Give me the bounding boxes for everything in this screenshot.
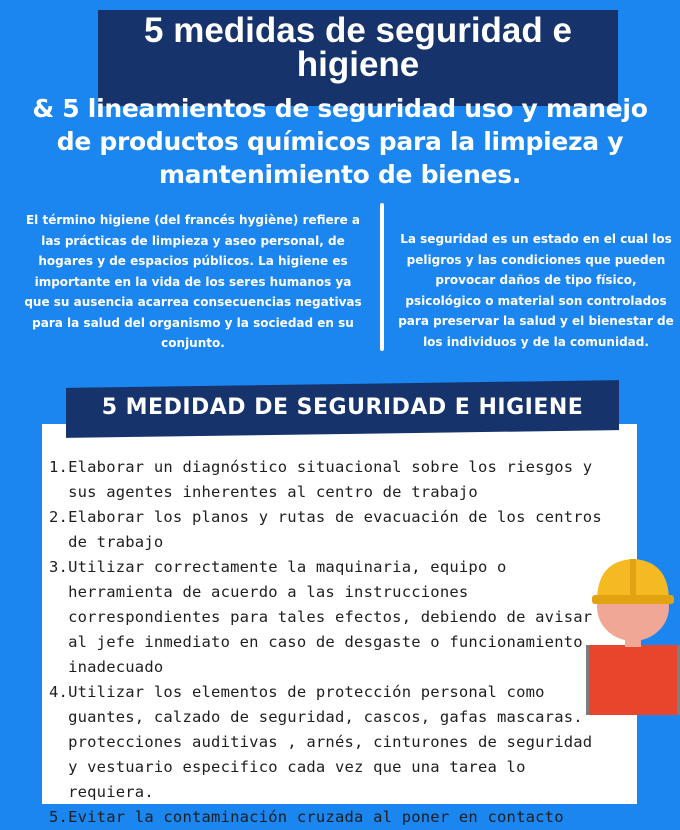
list-item [49, 680, 609, 805]
list-item-number: 3. [49, 558, 69, 576]
list-item-number: 1. [49, 458, 69, 476]
measures-list [49, 455, 609, 830]
list-item-text: Elaborar un diagnóstico situacional sobre los riesgos y sus agentes inherentes al centro de trabajo [68, 458, 593, 501]
section-title: 5 MEDIDAD DE SEGURIDAD E HIGIENE [101, 395, 584, 420]
list-item-number: 2. [49, 508, 69, 526]
worker-vest-stripe-left [589, 645, 602, 715]
column-divider [380, 203, 384, 351]
list-item-text: Elaborar los planos y rutas de evacuación de los centros de trabajo [68, 508, 602, 551]
list-item-text: Utilizar los elementos de protección personal como guantes, calzado de seguridad, cascos, gafas mascaras. protecciones auditivas , arnés, cinturones de seguridad y vestuario especifico cada vez que una tarea lo requiera. [68, 683, 593, 801]
hygiene-definition: El término higiene (del francés hygiène) refiere a las prácticas de limpieza y aseo personal, de hogares y de espacios públicos. La higiene es importante en la vida de los seres humanos ya que su ausencia acarrea consecuencias negativas para la salud del organismo y la sociedad en su conjunto. [24, 213, 362, 350]
list-item [49, 455, 609, 505]
worker-helmet-brim [592, 595, 674, 604]
list-item-text: Utilizar correctamente la maquinaria, equipo o herramienta de acuerdo a las instrucciones correspondientes para tales efectos, debiendo de avisar al jefe inmediato en caso de desgaste o funcionamiento inadecuado [68, 558, 593, 676]
list-item [49, 805, 609, 830]
worker-shirt [602, 645, 664, 715]
construction-worker-icon [586, 555, 680, 715]
worker-vest-stripe-right [664, 645, 677, 715]
list-item [49, 555, 609, 680]
list-item-number: 4. [49, 683, 69, 701]
page-title: 5 medidas de seguridad e higiene [144, 11, 572, 84]
worker-helmet-ridge [630, 559, 636, 595]
list-item-text: Evitar la contaminación cruzada al poner en contacto [68, 808, 564, 826]
list-item [49, 505, 609, 555]
page-subtitle: & 5 lineamientos de seguridad uso y manejo de productos químicos para la limpieza y mantenimiento de bienes. [32, 94, 648, 189]
safety-definition: La seguridad es un estado en el cual los peligros y las condiciones que pueden provocar daños de tipo físico, psicológico o material son controlados para preservar la salud y el bienestar de los individuos y de la comunidad. [398, 232, 674, 349]
list-item-number: 5. [49, 808, 69, 826]
